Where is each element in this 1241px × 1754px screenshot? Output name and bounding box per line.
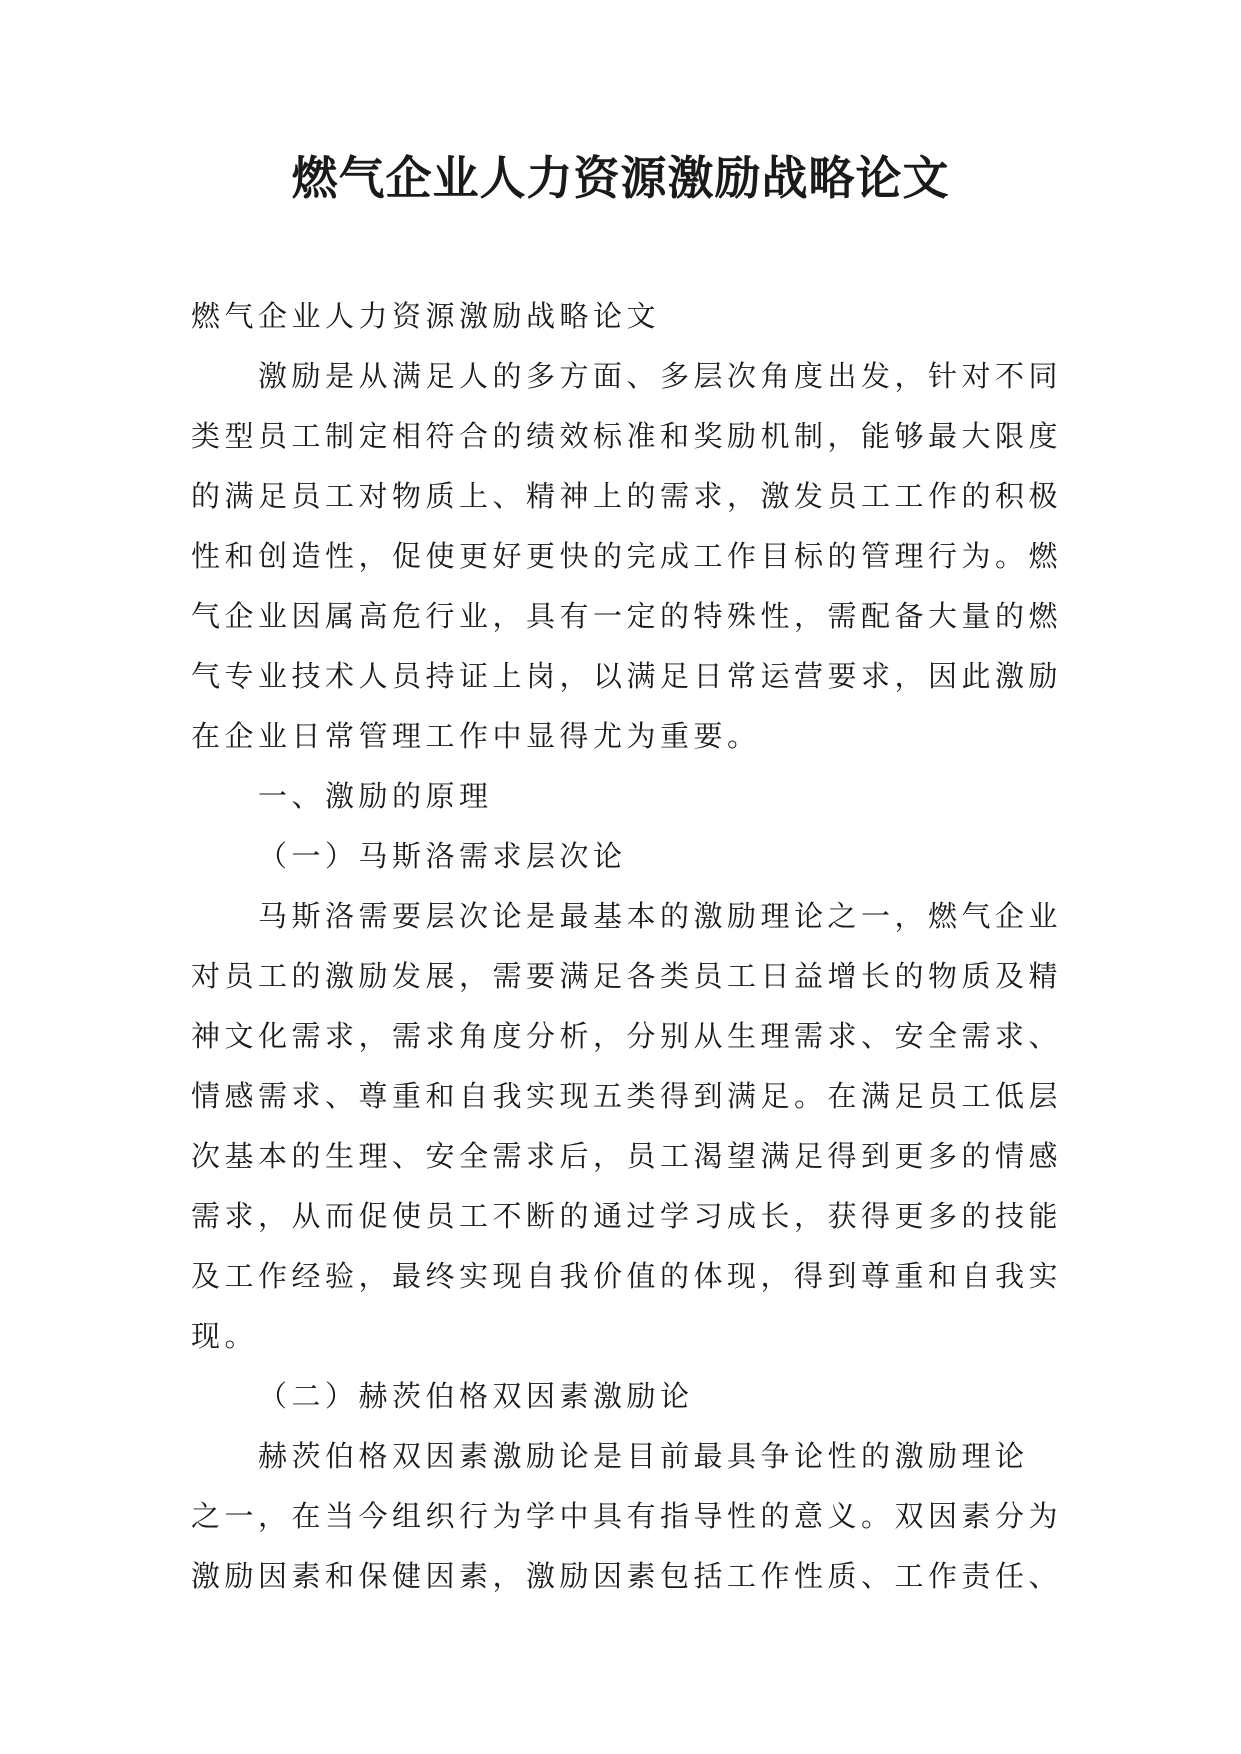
text-line: 现。 xyxy=(191,1319,259,1353)
text-line: 需求，从而促使员工不断的通过学习成长，获得更多的技能 xyxy=(191,1199,1063,1233)
text-line: 在企业日常管理工作中显得尤为重要。 xyxy=(191,719,761,753)
document-subtitle: 燃气企业人力资源激励战略论文 xyxy=(191,299,661,333)
subsection-heading-1 xyxy=(191,826,1071,886)
text-line: 次基本的生理、安全需求后，员工渴望满足得到更多的情感 xyxy=(191,1139,1063,1173)
text-line: 激励因素和保健因素，激励因素包括工作性质、工作责任、 xyxy=(191,1559,1063,1593)
paragraph-intro xyxy=(191,346,1071,766)
text-line: 气专业技术人员持证上岗，以满足日常运营要求，因此激励 xyxy=(191,659,1063,693)
heading-text: （二）赫茨伯格双因素激励论 xyxy=(258,1379,694,1413)
heading-text: 一、激励的原理 xyxy=(258,779,493,813)
section-heading-1 xyxy=(191,766,1071,826)
paragraph-maslow xyxy=(191,886,1071,1366)
text-line: 马斯洛需要层次论是最基本的激励理论之一，燃气企业 xyxy=(258,899,1063,933)
text-line: 赫茨伯格双因素激励论是目前最具争论性的激励理论 xyxy=(258,1439,1029,1473)
subsection-heading-2 xyxy=(191,1366,1071,1426)
text-line: 之一，在当今组织行为学中具有指导性的意义。双因素分为 xyxy=(191,1499,1063,1533)
text-line: 的满足员工对物质上、精神上的需求，激发员工工作的积极 xyxy=(191,479,1063,513)
text-line: 及工作经验，最终实现自我价值的体现，得到尊重和自我实 xyxy=(191,1259,1063,1293)
paragraph-herzberg xyxy=(191,1426,1071,1606)
heading-text: （一）马斯洛需求层次论 xyxy=(258,839,627,873)
document-body xyxy=(191,286,1071,1606)
document-title: 燃气企业人力资源激励战略论文 xyxy=(291,151,950,205)
text-line: 激励是从满足人的多方面、多层次角度出发，针对不同 xyxy=(258,359,1063,393)
text-line: 性和创造性，促使更好更快的完成工作目标的管理行为。燃 xyxy=(191,539,1063,573)
text-line: 神文化需求，需求角度分析，分别从生理需求、安全需求、 xyxy=(191,1019,1063,1053)
text-line: 对员工的激励发展，需要满足各类员工日益增长的物质及精 xyxy=(191,959,1063,993)
text-line: 类型员工制定相符合的绩效标准和奖励机制，能够最大限度 xyxy=(191,419,1063,453)
text-line: 气企业因属高危行业，具有一定的特殊性，需配备大量的燃 xyxy=(191,599,1063,633)
text-line: 情感需求、尊重和自我实现五类得到满足。在满足员工低层 xyxy=(191,1079,1063,1113)
